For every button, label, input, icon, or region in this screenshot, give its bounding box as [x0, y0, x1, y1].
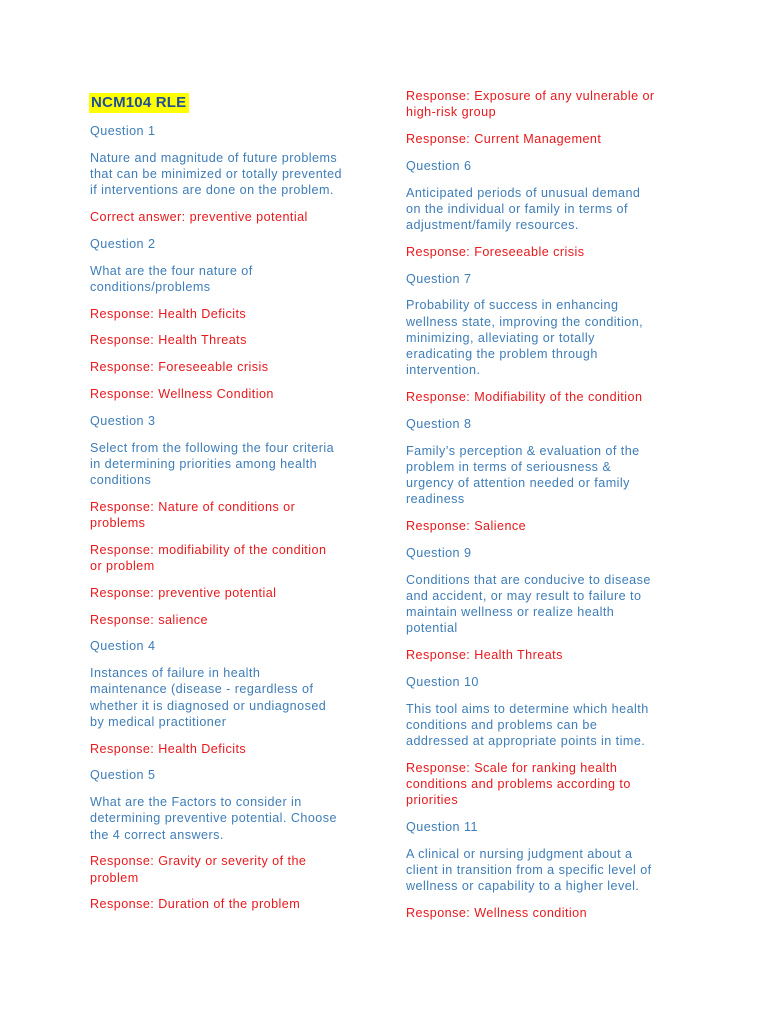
question-text: Conditions that are conducive to disease and accident, or may result to failure to maintain wellness or realize health potential	[406, 572, 651, 636]
response-text: Response: Foreseeable crisis	[406, 244, 585, 259]
response-text: Response: Modifiability of the condition	[406, 390, 643, 404]
right-column-content	[406, 88, 682, 921]
response-text: Response: Nature of conditions or problems	[90, 499, 296, 530]
question-number: Question 11	[406, 820, 478, 834]
question-text: Anticipated periods of unusual demand on the individual or family in terms of adjustment/family resources.	[406, 185, 641, 232]
response-text: Response: Health Threats	[90, 333, 247, 348]
question-number: Question 7	[406, 271, 472, 286]
response-text: Response: preventive potential	[90, 585, 277, 600]
response-text: Response: Wellness condition	[406, 906, 588, 920]
question-number: Question 9	[406, 545, 472, 560]
question-number: Question 5	[90, 768, 156, 783]
question-text: What are the four nature of conditions/problems	[90, 263, 253, 294]
response-text: Response: Health Deficits	[90, 306, 247, 321]
response-text: Response: Salience	[406, 519, 527, 533]
response-text: Response: Foreseeable crisis	[90, 360, 269, 375]
left-column-content	[90, 123, 366, 913]
question-number: Question 10	[406, 674, 479, 689]
document-title: NCM104 RLE	[89, 93, 189, 113]
response-text: Response: Scale for ranking health conditions and problems according to priorities	[406, 760, 631, 808]
question-text: Instances of failure in health maintenance (disease - regardless of whether it is diagnosed or undiagnosed by medical practitioner	[90, 666, 327, 729]
response-text: Response: Wellness Condition	[90, 386, 274, 401]
response-text: Response: Health Deficits	[90, 741, 247, 756]
question-number: Question 3	[90, 413, 156, 428]
question-text: A clinical or nursing judgment about a client in transition from a specific level of wellness or capability to a higher level.	[406, 846, 652, 894]
question-text: Select from the following the four criteria in determining priorities among health conditions	[90, 440, 335, 487]
response-text: Response: Gravity or severity of the problem	[90, 854, 307, 885]
response-text: Response: Health Threats	[406, 648, 563, 662]
question-text: Probability of success in enhancing wellness state, improving the condition, minimizing, alleviating or totally eradicating the problem through intervention.	[406, 298, 644, 378]
question-text: What are the Factors to consider in determining preventive potential. Choose the 4 correct answers.	[90, 795, 337, 842]
question-number: Question 4	[90, 639, 156, 654]
response-text: Response: Exposure of any vulnerable or high-risk group	[406, 89, 655, 120]
question-number: Question 6	[406, 158, 472, 173]
question-text: Family’s perception & evaluation of the problem in terms of seriousness & urgency of attention needed or family readiness	[406, 443, 640, 507]
response-text: Response: salience	[90, 612, 209, 627]
question-number: Question 8	[406, 416, 472, 431]
response-text: Response: modifiability of the condition or problem	[90, 542, 327, 573]
response-text: Correct answer: preventive potential	[90, 210, 308, 224]
left-column	[90, 88, 366, 923]
question-text: Nature and magnitude of future problems that can be minimized or totally prevented if interventions are done on the problem.	[90, 150, 343, 198]
question-number: Question 2	[90, 236, 156, 251]
right-column	[406, 88, 682, 932]
question-text: This tool aims to determine which health conditions and problems can be addressed at appropriate points in time.	[406, 701, 649, 748]
response-text: Response: Current Management	[406, 132, 602, 146]
response-text: Response: Duration of the problem	[90, 897, 301, 912]
question-number: Question 1	[90, 124, 156, 138]
